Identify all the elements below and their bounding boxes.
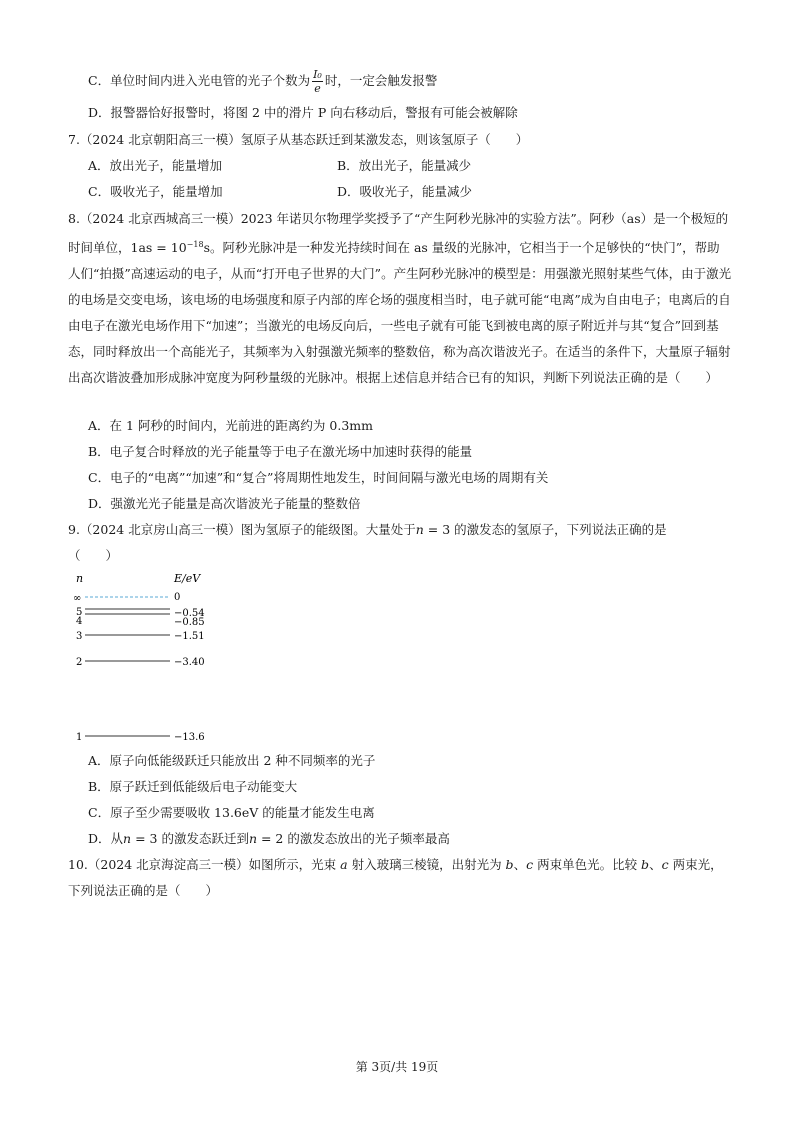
axis-label-energy: E/eV (174, 572, 201, 585)
q6-option-d: D．报警器恰好报警时，将图 2 中的滑片 P 向右移动后，警报有可能会被解除 (88, 105, 518, 120)
level-n-infinity: ∞ (73, 593, 82, 604)
page-number: 第 3页/共 19页 (355, 1060, 439, 1074)
axis-label-n: n (76, 572, 84, 585)
q7-option-a: A．放出光子，能量增加 (88, 158, 223, 173)
q9-option-a: A．原子向低能级跃迁只能放出 2 种不同频率的光子 (88, 753, 376, 768)
q9-option-b: B．原子跃迁到低能级后电子动能变大 (88, 779, 298, 794)
q8-option-c: C．电子的“电离”“加速”和“复合”将周期性地发生，时间间隔与激光电场的周期有关 (88, 470, 549, 485)
q7-stem: 7.（2024 北京朝阳高三一模）氢原子从基态跃迁到某激发态，则该氢原子（ ） (68, 132, 529, 147)
fraction: $\frac{\text{I₀}}{e}$ (313, 68, 322, 95)
level-n-2: 2 (76, 657, 83, 668)
q7-option-c: C．吸收光子，能量增加 (88, 184, 223, 199)
level-e-5: −0.54 (174, 608, 205, 619)
q7-option-d: D．吸收光子，能量减少 (337, 184, 473, 199)
level-e-infinity: 0 (174, 592, 181, 603)
q7-option-b: B．放出光子，能量减少 (337, 158, 472, 173)
level-n-3: 3 (76, 631, 83, 642)
unit-definition: $1as = 10^{-18}s$ (130, 240, 210, 256)
level-e-2: −3.40 (174, 657, 205, 668)
q8-option-b: B．电子复合时释放的光子能量等于电子在激光场中加速时获得的能量 (88, 444, 473, 459)
level-e-3: −1.51 (174, 631, 205, 642)
q8-option-a: A．在 1 阿秒的时间内，光前进的距离约为 0.3mm (88, 418, 373, 433)
q9-stem: 9.（2024 北京房山高三一模）图为氢原子的能级图。大量处于n = 3 的激发态的氢原子，下列说法正确的是 (68, 522, 667, 537)
level-e-1: −13.6 (174, 732, 205, 743)
q9-option-d: D．从n = 3 的激发态跃迁到n = 2 的激发态放出的光子频率最高 (88, 831, 450, 846)
q8-option-d: D．强激光光子能量是高次谐波光子能量的整数倍 (88, 496, 361, 511)
energy-level-diagram (70, 570, 270, 745)
q9-option-c: C．原子至少需要吸收 13.6eV 的能量才能发生电离 (88, 805, 375, 820)
level-e-4: −0.85 (174, 617, 205, 628)
q6-option-c-text: C．单位时间内进入光电管的光子个数为 (88, 73, 311, 88)
level-n-1: 1 (76, 732, 83, 743)
q8-stem: 8.（2024 北京西城高三一模）2023 年诺贝尔物理学奖授予了“产生阿秒光脉冲的实验方法”。阿秒（as）是一个极短的时间单位，$1as = 10^{-18}s$。阿秒光脉冲是一种发光持续时间在 as 量级的光脉冲，它相当于一个足够快的“快门”，帮助人们“拍摄”高速运动的电子，从而“打开电子世界的大门”。产生阿秒光脉冲的模型是：用强激光照射某些气体，由于激光的电场是交变电场，该电场的电场强度和原子内部的库仑场的强度相当时，电子就可能“电离”成为自由电子；电离后的自由电子在激光电场作用下“加速”；当激光的电场反向后，一些电子就有可能飞到被电离的原子附近并与其“复合”回到基态，同时释放出一个高能光子，其频率为入射强激光频率的整数倍，称为高次谐波光子。在适当的条件下，大量原子辐射出高次谐波叠加形成脉冲宽度为阿秒量级的光脉冲。根据上述信息并结合已有的知识，判断下列说法正确的是（ ） (68, 211, 732, 386)
q9-stem-paren: （ ） (68, 548, 119, 563)
level-n-4: 4 (76, 616, 83, 627)
q10-stem: 10.（2024 北京海淀高三一模）如图所示，光束 a 射入玻璃三棱镜，出射光为 b、c 两束单色光。比较 b、c 两束光，下列说法正确的是（ ） (68, 857, 723, 898)
level-n-5: 5 (76, 607, 83, 618)
q6-option-c: C．单位时间内进入光电管的光子个数为 $\frac{\text{I₀}}{e}$ 时，一定会触发报警 (88, 68, 438, 95)
